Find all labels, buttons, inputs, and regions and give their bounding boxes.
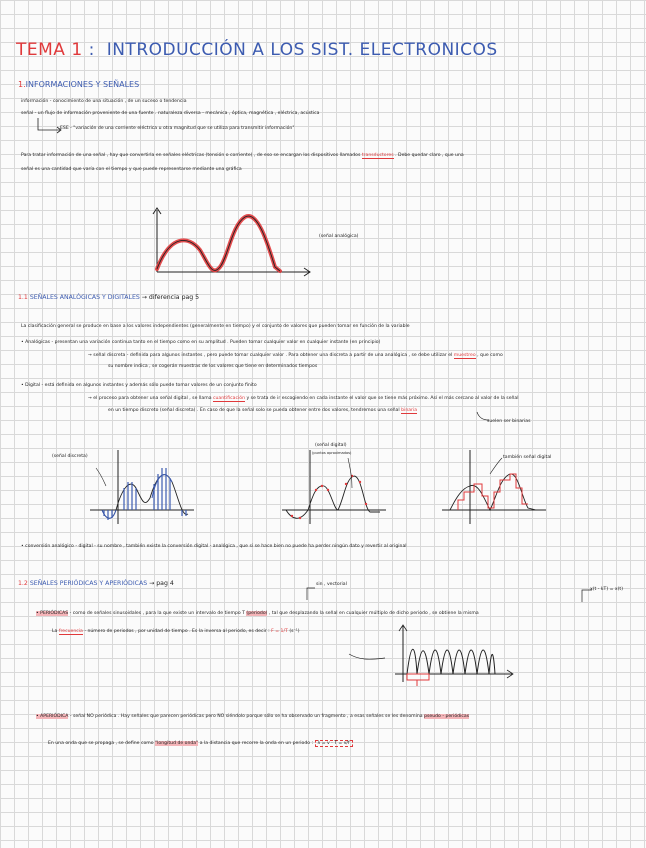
binaria-text: en un tiempo discreto (señal discreta) . En caso de que la señal solo se pueda obtener entre dos valores, tendremos una señal binaria	[108, 408, 418, 413]
clasificacion-text: La clasificación general se produce en base a los valores independientes (generalmente en tiempo) y el conjunto de valores que pueden tomar en función de la variable	[21, 324, 410, 329]
def-senal: señal - un flujo de información proveniente de una fuente . naturaleza diversa - mecánica , óptica, magnética , eléctrica, acústica	[21, 111, 320, 116]
digital-text: • Digital - está definida en algunos instantes y además sólo puede tomar valores de un conjunto finito	[21, 383, 257, 388]
suelen-binarias-text: suelen ser binarias	[487, 419, 531, 424]
section-1-2-heading: 1.2 SEÑALES PERIÓDICAS Y APERIÓDICAS → pag 4	[18, 580, 174, 587]
graph-label-digital-2: también señal digital	[503, 455, 552, 460]
graph-sublabel-digital: (puntos aproximados)	[312, 451, 352, 455]
graph-label-digital: (señal digital)	[315, 443, 347, 448]
title-sep: :	[88, 40, 95, 60]
page-title	[16, 40, 498, 60]
graph-label-discreta: (señal discreta)	[52, 454, 88, 459]
conversion-text: • conversión analógico - digital - su nombre , también existe la conversión digital - analógica , que si se hace bien no puede ha perder ningún dato y revertir al original	[21, 544, 407, 549]
frecuencia-text: La frecuencia - número de periodos , por unidad de tiempo . Es la inversa al periodo, es decir : F = 1/T (s⁻¹)	[52, 629, 300, 634]
digital-step-graph	[440, 448, 550, 528]
section-1-1-heading: 1.1 SEÑALES ANALÓGICAS Y DIGITALES → diferencia pag 5	[18, 294, 200, 301]
def-ese: ESE - "variación de una corriente eléctrica u otra magnitud que se utiliza para transmitir información"	[60, 126, 295, 131]
discrete-signal-graph	[88, 448, 198, 528]
formula-box: λ = v · T = v/f	[315, 740, 353, 747]
muestras-text: su nombre indica , se cogerán muestras de los valores que tiene en determinados tiempos	[108, 364, 318, 369]
cuantificacion-text: → el proceso para obtener una señal digital , se llama cuantificación y se trata de ir escogiendo en cada instante el valor que se tiene más próximo. Así el más cercano al valor de la señal	[88, 396, 519, 401]
note-xt: x(t - kT) = x(t)	[590, 587, 624, 592]
paragraph-grafica: señal es una cantidad que varía con el tiempo y que puede representarse mediante una gráfica	[21, 167, 242, 172]
note-sin: sin , vectorial	[316, 582, 347, 587]
section-1-heading: 1.INFORMACIONES Y SEÑALES	[18, 80, 140, 89]
periodicas-text: • PERIÓDICAS - como de señales sinusoidales , para la que existe un intervalo de tiempo T (periodo) , tal que desplazando la señal en cualquier múltiplo de dicho periodo , se obtiene la misma	[36, 611, 479, 616]
analog-signal-graph	[150, 205, 320, 285]
arrow-note-sin-icon	[305, 584, 325, 604]
paragraph-transductores: Para tratar información de una señal , hay que convertirla en señales eléctricas (tensión o corriente) , de eso se encargan los dispositivos llamados transductores . Debe quedar claro , que una	[21, 153, 464, 158]
aperiodica-text: • APERIÓDICA - señal NO periódica . Hay señales que parecen periódicas pero NO siéndolo porque sólo se ha observado un fragmento , a esas señales se les denomina pseudo - periódicas	[36, 714, 470, 719]
def-informacion: información - conocimiento de una situación , de un suceso o tendencia	[21, 99, 187, 104]
digital-signal-graph	[280, 448, 390, 528]
periodic-signal-graph	[345, 622, 525, 702]
senal-discreta-text: → señal discreta - definida para algunos instantes , pero puede tomar cualquier valor . Para obtener una discreta a partir de una analógica , se debe utilizar el muestreo , que como	[88, 353, 503, 358]
analogicas-text: • Analógicas - presentan una variación continua tanto en el tiempo como en su amplitud . Pueden tomar cualquier valor en cualquier instante (en principio)	[21, 340, 381, 345]
longitud-onda-text: En una onda que se propaga , se define como "longitud de onda" a la distancia que recorre la onda en un periodo : λ = v · T = v/f	[48, 741, 353, 746]
title-rest: INTRODUCCIÓN A LOS SIST. ELECTRONICOS	[106, 40, 498, 60]
arrow-down-right-icon	[36, 116, 66, 136]
title-tema: TEMA 1	[16, 40, 83, 60]
graph-label-analog: (señal analógica)	[319, 234, 359, 239]
